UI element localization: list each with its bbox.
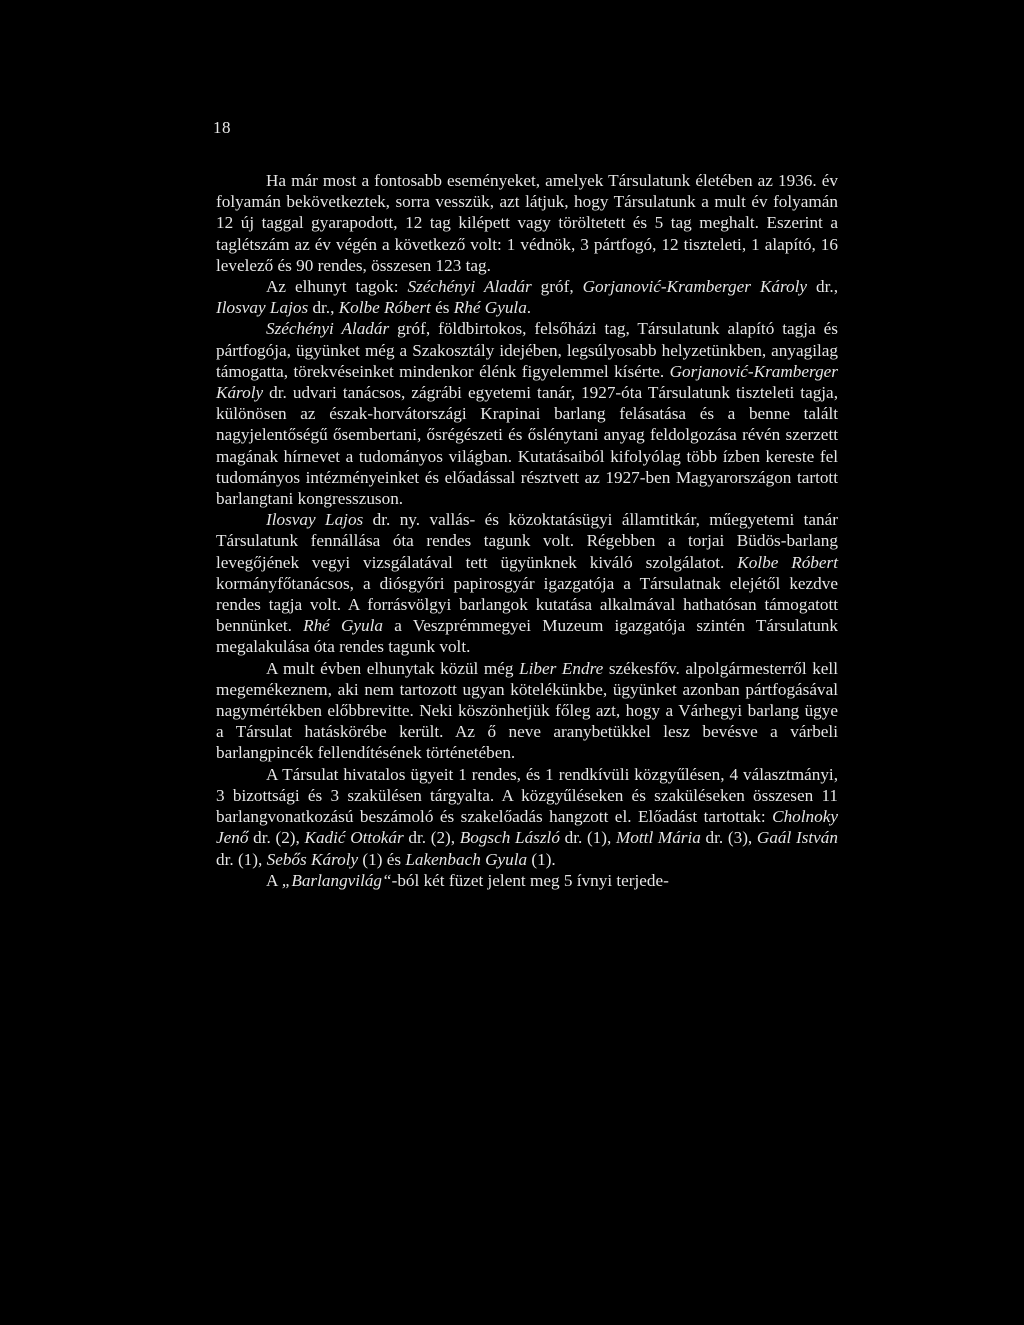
person-name: Széchényi Aladár <box>407 277 532 297</box>
paragraph-barlangvilag: A „Barlangvilág“-ból két füzet jelent meg 5 ívnyi terjede- <box>266 870 669 890</box>
person-name: Széchényi Aladár <box>266 319 390 339</box>
person-name: Lakenbach Gyula <box>405 849 528 869</box>
person-name: Bogsch László <box>459 828 560 848</box>
person-name: Gaál István <box>756 828 838 848</box>
paragraph-ilosvay-kolbe-rhe: Ilosvay Lajos dr. ny. vallás- és közoktatásügyi államtitkár, műegyetemi tanár Társulatunk fennállása óta rendes tagunk volt. Régebben a torjai Büdös-barlang levegőjének vegyi vizsgálatával tett ügyünknek kiváló szolgálatot. Kolbe Róbert kormányfőtanácsos, a diósgyőri papirosgyár igazgatója a Társulatnak elejétől kezdve rendes tagja volt. A forrásvölgyi barlangok kutatása alkalmával hathatósan támogatott bennünket. Rhé Gyula a Veszprémmegyei Muzeum igazgatója szintén Társulatunk megalakulása óta rendes tagunk volt. <box>216 510 838 657</box>
person-name: Rhé Gyula <box>453 298 527 318</box>
body-text <box>216 170 838 891</box>
paragraph-liber-endre: A mult évben elhunytak közül még Liber Endre székesfőv. alpolgármesterről kell megemékeznem, aki nem tartozott ugyan kötelékünkbe, ügyünket azonban pártfogásával nagymértékben előbbrevitte. Neki köszönhetjük főleg azt, hogy a Várhegyi barlang ügye a Társulat hatáskörébe került. Az ő neve aranybetükkel lesz bevésve a várbeli barlangpincék fellendítésének történetében. <box>216 658 838 763</box>
person-name: Gorjanović-Kramberger Károly <box>582 277 808 297</box>
person-name: Rhé Gyula <box>303 616 384 636</box>
person-name: Ilosvay Lajos <box>266 510 364 530</box>
person-name: Liber Endre <box>519 658 604 678</box>
person-name: Kolbe Róbert <box>338 298 431 318</box>
paragraph-membership: Ha már most a fontosabb eseményeket, amelyek Társulatunk életében az 1936. év folyamán bekövetkeztek, sorra vesszük, azt látjuk, hogy Társulatunk a mult év folyamán 12 új taggal gyarapodott, 12 tag kilépett vagy töröltetett és 5 tag meghalt. Eszerint a taglétszám az év végén a következő volt: 1 védnök, 3 pártfogó, 12 tiszteleti, 1 alapító, 16 levelező és 90 rendes, összesen 123 tag. <box>216 171 838 275</box>
page-number: 18 <box>213 118 231 137</box>
person-name: Gorjanović-Kramberger Károly <box>216 361 838 403</box>
person-name: Cholnoky Jenő <box>216 807 838 848</box>
person-name: Sebős Károly <box>266 849 359 869</box>
paragraph-deceased-members: Az elhunyt tagok: Széchényi Aladár gróf, Gorjanović-Kramberger Károly dr., Ilosvay Lajos dr., Kolbe Róbert és Rhé Gyula. <box>216 277 839 318</box>
person-name: Ilosvay Lajos <box>216 298 309 318</box>
person-name: Mottl Mária <box>615 828 701 848</box>
person-name: Kadić Ottokár <box>304 828 404 848</box>
paragraph-meetings: A Társulat hivatalos ügyeit 1 rendes, és 1 rendkívüli közgyűlésen, 4 választmányi, 3 bizottsági és 3 szakülésen tárgyalta. A közgyűléseken és szaküléseken összesen 11 barlangvonatkozású beszámoló és szakelőadás hangzott el. Előadást tartottak: Cholnoky Jenő dr. (2), Kadić Ottokár dr. (2), Bogsch László dr. (1), Mottl Mária dr. (3), Gaál István dr. (1), Sebős Károly (1) és Lakenbach Gyula (1). <box>216 764 838 869</box>
publication-title: „Barlangvilág“ <box>281 870 392 890</box>
person-name: Kolbe Róbert <box>737 552 838 572</box>
paragraph-szechenyi-gorjanovic: Széchényi Aladár gróf, földbirtokos, felsőházi tag, Társulatunk alapító tagja és pártfogója, ügyünket még a Szakosztály idejében, legsúlyosabb helyzetünkben, anyagilag támogatta, törekvéseinket mindenkor élénk figyelemmel kísérte. Gorjanović-Kramberger Károly dr. udvari tanácsos, zágrábi egyetemi tanár, 1927-óta Társulatunk tiszteleti tagja, különösen az észak-horvátországi Krapinai barlang felásatása és a benne talált nagyjelentőségű ősembertani, ősrégészeti és őslénytani anyag feldolgozása révén szerzett magának hírnevet a tudományos világban. Kutatásaiból kifolyólag több ízben kereste fel tudományos intézményeinket és előadással résztvett az 1927-ben Magyarországon tartott barlangtani kongresszuson. <box>216 319 838 509</box>
